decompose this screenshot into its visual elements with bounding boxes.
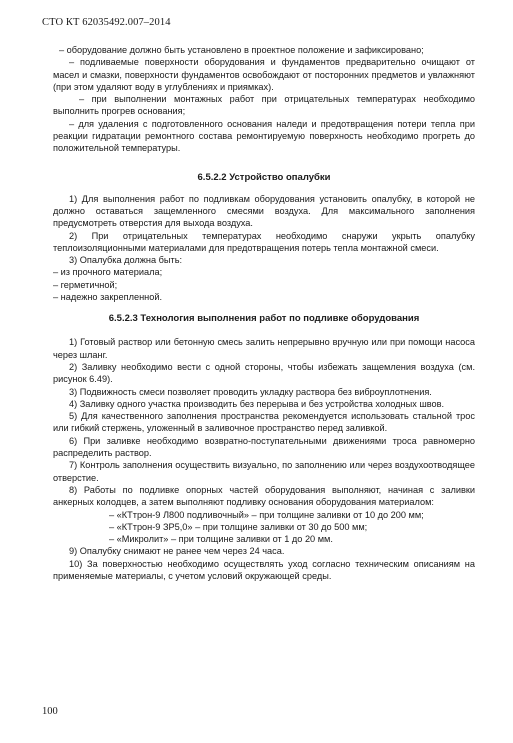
material-list-item: – «КТтрон-9 Л800 подливочный» – при толщине заливки от 10 до 200 мм; xyxy=(109,509,424,520)
intro-item: – при выполнении монтажных работ при отрицательных температурах необходимо выполнить прогрев основания; xyxy=(53,94,475,117)
section-heading-formwork: 6.5.2.2 Устройство опалубки xyxy=(197,171,331,183)
document-header: СТО КТ 62035492.007–2014 xyxy=(42,17,171,28)
paragraph: 8) Работы по подливке опорных частей оборудования выполняют, начиная с заливки анкерных колодцев, а затем выполняют подливку основания оборудования материалом: xyxy=(53,484,475,508)
paragraph: 10) За поверхностью необходимо осуществлять уход согласно техническим описаниям на применяемые материалы, с учетом условий окружающей среды. xyxy=(53,558,475,581)
paragraph: 3) Подвижность смеси позволяет проводить укладку раствора без виброуплотнения. xyxy=(69,386,432,397)
paragraph: 1) Для выполнения работ по подливкам оборудования установить опалубку, в которой не должно оставаться защемленного смесями воздуха. Для максимального заполнения предусмотреть отверстия для выхода воздуха. xyxy=(53,193,475,229)
section-heading-grouting-technology: 6.5.2.3 Технология выполнения работ по подливке оборудования xyxy=(108,313,420,325)
page-body xyxy=(53,44,475,582)
list-item: – герметичной; xyxy=(53,279,118,290)
page-number: 100 xyxy=(42,706,58,717)
paragraph: 7) Контроль заполнения осуществить визуально, по заполнению или через воздухоотводящее отверстие. xyxy=(53,460,475,483)
paragraph: 1) Готовый раствор или бетонную смесь залить непрерывно вручную или при помощи насоса через шланг. xyxy=(53,337,475,360)
list-item: – из прочного материала; xyxy=(53,267,163,278)
material-list-item: – «Микролит» – при толщине заливки от 1 до 20 мм. xyxy=(109,534,333,545)
intro-item: – для удаления с подготовленного основания наледи и предотвращения потери тепла при реакции гидратации ремонтного состава ремонтируемую поверхность необходимо прогреть до положительной температуры. xyxy=(53,118,475,154)
paragraph: 2) При отрицательных температурах необходимо снаружи укрыть опалубку теплоизоляционными материалами для предотвращения потерь тепла монтажной смеси. xyxy=(53,230,475,253)
intro-item: – подливаемые поверхности оборудования и фундаментов предварительно очищают от масел и смазки, поверхности фундаментов освобождают от посторонних предметов и увлажняют (при этом удаляют воду в углублениях и приямках). xyxy=(53,57,475,92)
material-list-item: – «КТтрон-9 ЗР5,0» – при толщине заливки от 30 до 500 мм; xyxy=(109,521,368,532)
paragraph: 9) Опалубку снимают не ранее чем через 24 часа. xyxy=(69,546,285,557)
paragraph: 4) Заливку одного участка производить без перерыва и без устройства холодных швов. xyxy=(69,398,445,409)
paragraph: 5) Для качественного заполнения пространства рекомендуется использовать стальной трос или гибкий стержень, уложенный в заливочное пространство перед заливкой. xyxy=(53,411,475,434)
intro-item: – оборудование должно быть установлено в проектное положение и зафиксировано; xyxy=(59,45,424,55)
paragraph: 3) Опалубка должна быть: xyxy=(69,255,183,266)
list-item: – надежно закрепленной. xyxy=(53,292,163,303)
paragraph: 6) При заливке необходимо возвратно-поступательными движениями троса равномерно распределить раствор. xyxy=(53,435,475,459)
paragraph: 2) Заливку необходимо вести с одной стороны, чтобы избежать защемления воздуха (см. рисунок 6.49). xyxy=(53,361,475,385)
